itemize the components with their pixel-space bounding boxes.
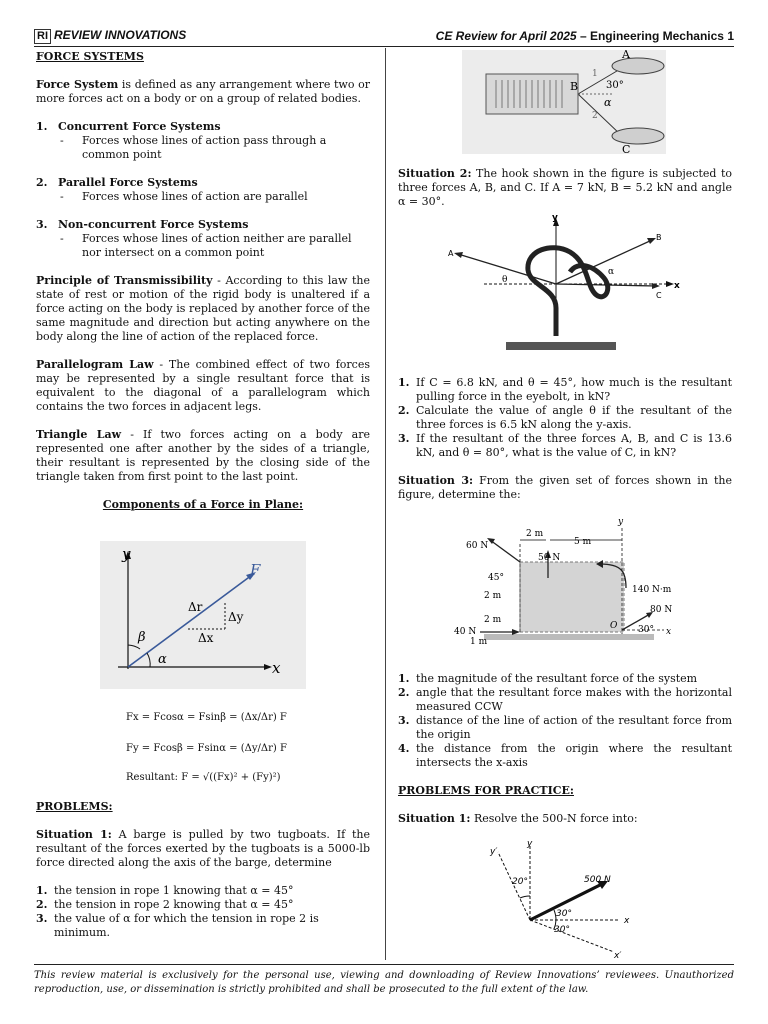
practice-figure (484, 836, 644, 958)
barge-alpha: α (604, 96, 612, 109)
dash: - (60, 134, 64, 147)
sit1-item-num: 2. (36, 898, 48, 911)
transmissibility-bold: Principle of Transmissibility (36, 274, 213, 287)
plate-label-60: 60 N (466, 541, 489, 551)
type-2-title: Parallel Force Systems (58, 176, 198, 189)
problems-title: PROBLEMS: (36, 800, 113, 813)
transmissibility-text: - According to this law the state of rest or motion of the rigid body is unaltered if a force acting on the body is replaced by another force of the same magnitude and direction but acting anywhere on the body along the line of action of the replaced force. (36, 274, 370, 343)
def-bold: Force System (36, 78, 119, 91)
dash: - (60, 190, 64, 203)
fig-x-label: x (272, 659, 281, 677)
plate-label-40: 40 N (454, 627, 477, 637)
problems-section (36, 800, 370, 940)
barge-figure (462, 50, 666, 154)
sit3-item (398, 672, 732, 686)
barge-label-b: B (570, 80, 579, 93)
formula-fy: Fy = Fcosβ = Fsinα = (Δy/Δr) F (126, 743, 287, 754)
sit2-item (398, 404, 732, 432)
formula-resultant: Resultant: F = √((Fx)² + (Fy)²) (126, 772, 281, 783)
hook-figure (444, 212, 684, 362)
sit2-item-text: If the resultant of the three forces A, B, and C is 13.6 kN, and θ = 80°, what is the value of C, in kN? (416, 432, 732, 459)
plate-origin: O (610, 621, 618, 631)
sit3-item-text: the magnitude of the resultant force of the system (416, 672, 698, 685)
force-a-arrowhead (454, 252, 463, 258)
fig-alpha-label: α (158, 652, 167, 667)
sit3-bold: Situation 3: (398, 474, 474, 487)
type-1-desc: Forces whose lines of action pass through a common point (82, 134, 327, 161)
prac-x-label: x (624, 916, 630, 926)
plate-label-50: 50 N (538, 553, 561, 563)
force-system-definition (36, 78, 370, 106)
plate-dim-2m-b: 2 m (484, 591, 502, 601)
fig-dx-label: Δx (198, 631, 214, 645)
page-header (34, 28, 734, 47)
force-60-line (490, 540, 520, 562)
parallelogram-bold: Parallelogram Law (36, 358, 154, 371)
sit1-item (36, 912, 370, 940)
plate-dim-2m-a: 2 m (526, 529, 544, 539)
logo-mark: RI (34, 29, 51, 44)
sit1-item-num: 1. (36, 884, 48, 897)
practice-title: PROBLEMS FOR PRACTICE: (398, 784, 574, 797)
type-1 (36, 120, 370, 162)
hook-theta: θ (502, 275, 508, 285)
sit3-items (398, 672, 732, 826)
sit1-item-num: 3. (36, 912, 48, 925)
hook-y-label: y (552, 213, 558, 223)
type-2-desc: Forces whose lines of action are parallel (82, 190, 308, 203)
column-divider (385, 48, 386, 960)
plate-label-140: 140 N·m (632, 585, 672, 595)
sit1-item (36, 884, 370, 898)
plate-figure (450, 514, 682, 652)
parallelogram-text: - The combined effect of two forces may be represented by a single resultant force that is equivalent to the diagonal of a parallelogram which contains the two forces in adjacent legs. (36, 358, 371, 413)
sit2-bold: Situation 2: (398, 167, 472, 180)
prac-xprime-axis (530, 920, 614, 952)
sit2-item-text: Calculate the value of angle θ if the resultant of the three forces is 6.5 kN along the y-axis. (416, 404, 732, 431)
logo (34, 28, 186, 44)
situation-2 (398, 167, 732, 209)
arc-20 (520, 896, 530, 898)
sit1-item-text: the value of α for which the tension in rope 2 is minimum. (54, 912, 319, 939)
sit3-item-num: 3. (398, 714, 410, 727)
type-3-desc: Forces whose lines of action neither are parallel nor intersect on a common point (82, 232, 352, 259)
fig-y-label: y (122, 545, 131, 563)
tugboat-c (612, 128, 664, 144)
sit3-text: From the given set of forces shown in the figure, determine the: (398, 474, 732, 501)
sit1-item-text: the tension in rope 2 knowing that α = 45° (54, 898, 294, 911)
sit2-item-text: If C = 6.8 kN, and θ = 45°, how much is the resultant pulling force in the eyebolt, in kN? (416, 376, 732, 403)
sit3-item (398, 742, 732, 770)
prac-bold: Situation 1: (398, 812, 471, 825)
situation-1 (36, 828, 370, 870)
prac-angle-20: 20° (512, 877, 528, 887)
barge-label-c: C (622, 143, 631, 154)
plate-label-80: 80 N (650, 605, 673, 615)
sit3-item-text: the distance from the origin where the resultant intersects the x-axis (416, 742, 732, 769)
course-title-italic: CE Review for April 2025 (435, 29, 577, 43)
course-title-rest: – Engineering Mechanics 1 (576, 29, 734, 43)
plate-dim-1m: 1 m (470, 637, 488, 647)
hook-base (506, 342, 616, 350)
transmissibility (36, 274, 370, 344)
def-text: is defined as any arrangement where two or more forces act on a body or on a group of related bodies. (36, 78, 370, 105)
sit2-text: The hook shown in the figure is subjected to three forces A, B, and C. If A = 7 kN, B = 5.2 kN and angle α = 30°. (398, 167, 732, 208)
fig-dy-label: Δy (228, 610, 244, 624)
plate-angle-30: 30° (638, 625, 654, 635)
sit2-items (398, 376, 732, 502)
plate-angle-45: 45° (488, 573, 504, 583)
ground (484, 634, 654, 640)
formula-fx: Fx = Fcosα = Fsinβ = (Δx/Δr) F (126, 712, 287, 723)
practice-situation-1 (398, 812, 732, 826)
disclaimer-footer: This review material is exclusively for the personal use, viewing and downloading of Review Innovations’ reviewees. Unauthorized reproduction, use, or dissemination is strictly prohibited and shall be prosecuted to the full extent of the law. (34, 964, 734, 997)
sit3-item (398, 714, 732, 742)
type-3-num: 3. (36, 218, 48, 231)
sit2-item-num: 1. (398, 376, 410, 389)
fig-F-label: F (250, 561, 261, 579)
type-2-num: 2. (36, 176, 48, 189)
logo-text: REVIEW INNOVATIONS (54, 28, 187, 42)
sit2-item-num: 2. (398, 404, 410, 417)
plate (520, 562, 624, 632)
prac-text: Resolve the 500-N force into: (470, 812, 638, 825)
left-column (36, 50, 370, 512)
fig-dr-label: Δr (188, 600, 203, 614)
sit1-bold: Situation 1: (36, 828, 112, 841)
triangle-law (36, 428, 370, 484)
sit3-item-num: 1. (398, 672, 410, 685)
barge-angle: 30° (606, 80, 624, 91)
situation-3 (398, 474, 732, 502)
prac-angle-30b: 30° (554, 925, 570, 935)
sit2-item (398, 376, 732, 404)
hook-x-arrowhead (666, 281, 674, 287)
force-systems-title: FORCE SYSTEMS (36, 50, 144, 63)
sit2-item-num: 3. (398, 432, 410, 445)
triangle-bold: Triangle Law (36, 428, 122, 441)
sit1-text: A barge is pulled by two tugboats. If the resultant of the forces exerted by the tugboats is a 5000-lb force directed along the axis of the barge, determine (36, 828, 370, 869)
prac-force-label: 500 N (584, 875, 611, 885)
hook-body (528, 248, 608, 336)
plate-x-label: x (666, 627, 672, 637)
prac-y-label: y (527, 839, 533, 849)
triangle-text: - If two forces acting on a body are represented one after another by the sides of a triangle, their resultant is represented by the closing side of the triangle taken from first point to the last point. (36, 428, 371, 483)
type-1-title: Concurrent Force Systems (58, 120, 221, 133)
type-1-num: 1. (36, 120, 48, 133)
sit2-item (398, 432, 732, 460)
prac-xprime-label: x′ (614, 951, 622, 958)
components-figure (100, 541, 306, 689)
tugboat-a (612, 58, 664, 74)
plate-dim-5m: 5 m (574, 537, 592, 547)
type-2 (36, 176, 370, 204)
rope-1-label: 1 (592, 69, 598, 79)
course-title (436, 29, 734, 43)
components-title: Components of a Force in Plane: (102, 498, 304, 511)
hook-label-c: C (656, 291, 662, 300)
sit3-item (398, 686, 732, 714)
sit3-item-num: 2. (398, 686, 410, 699)
sit3-item-text: angle that the resultant force makes with the horizontal measured CCW (416, 686, 732, 713)
barge-label-a: A (622, 50, 630, 61)
plate-dim-2m-c: 2 m (484, 615, 502, 625)
hook-label-b: B (656, 233, 662, 242)
hook-label-a: A (448, 249, 454, 258)
fig-beta-label: β (138, 630, 146, 645)
type-3-title: Non-concurrent Force Systems (58, 218, 249, 231)
sit3-item-text: distance of the line of action of the resultant force from the origin (416, 714, 732, 741)
prac-angle-30a: 30° (556, 909, 572, 919)
rope-2-label: 2 (592, 111, 598, 121)
sit3-item-num: 4. (398, 742, 410, 755)
dash: - (60, 232, 64, 245)
hook-alpha: α (608, 267, 615, 277)
prac-yprime-label: y′ (490, 847, 498, 857)
sit1-item (36, 898, 370, 912)
type-3 (36, 218, 370, 260)
hook-x-label: x (674, 281, 680, 291)
parallelogram-law (36, 358, 370, 414)
plate-y-label: y (618, 517, 624, 527)
sit1-item-text: the tension in rope 1 knowing that α = 45° (54, 884, 294, 897)
